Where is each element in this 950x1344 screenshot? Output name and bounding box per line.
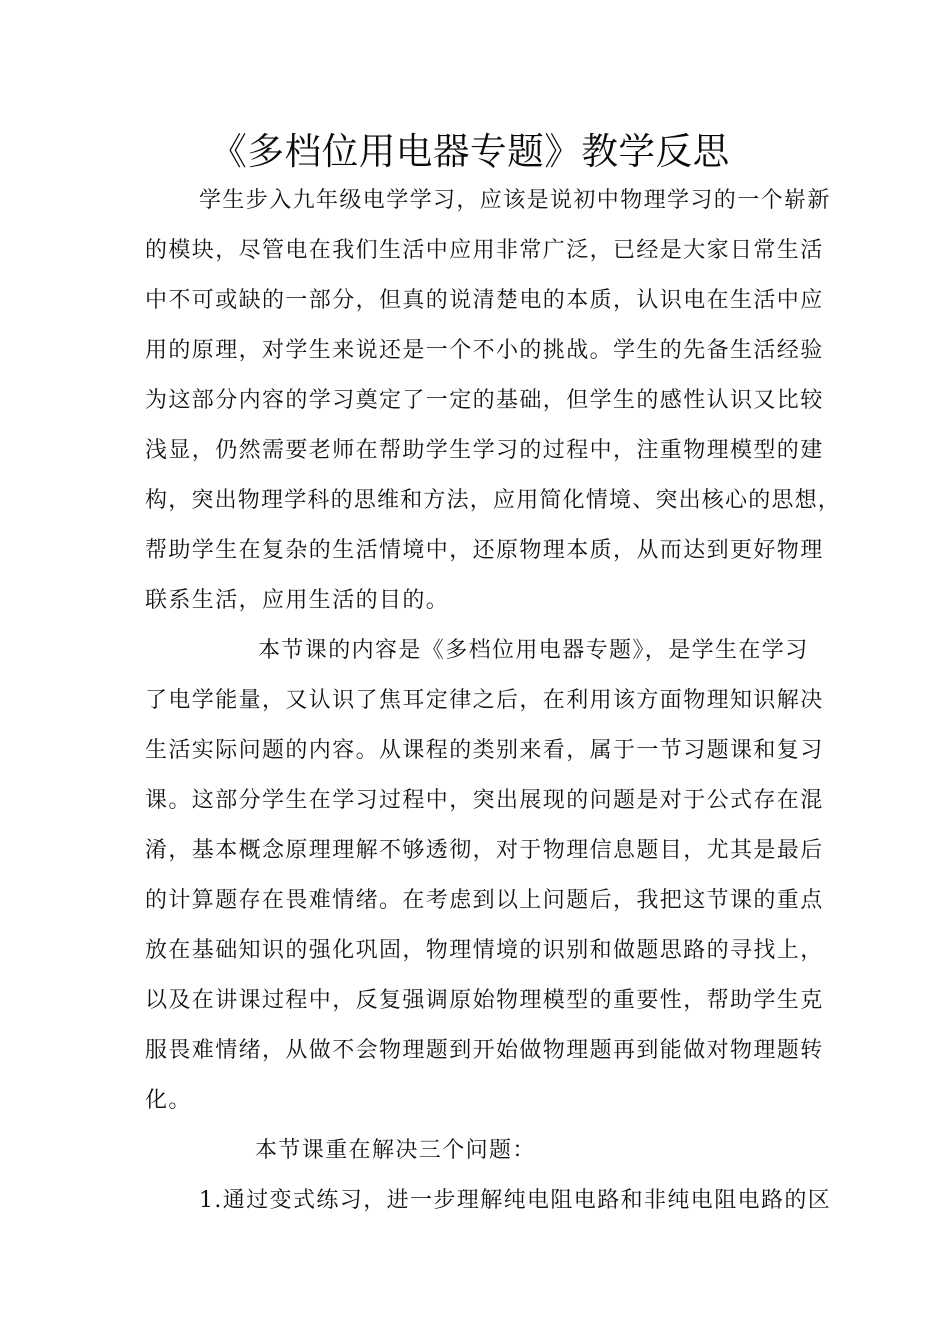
paragraph-line: 浅显，仍然需要老师在帮助学生学习的过程中，注重物理模型的建	[145, 438, 824, 463]
paragraph-line: 本节课重在解决三个问题：	[255, 1138, 536, 1163]
paragraph-line: 中不可或缺的一部分，但真的说清楚电的本质，认识电在生活中应	[145, 288, 824, 313]
paragraph-line: 化。	[145, 1088, 192, 1113]
paragraph-line: 的计算题存在畏难情绪。在考虑到以上问题后，我把这节课的重点	[145, 888, 824, 913]
paragraph-line: 服畏难情绪，从做不会物理题到开始做物理题再到能做对物理题转	[145, 1038, 824, 1063]
document-title: 《多档位用电器专题》教学反思	[210, 130, 730, 173]
paragraph-line: 生活实际问题的内容。从课程的类别来看，属于一节习题课和复习	[145, 738, 824, 763]
paragraph-line: 为这部分内容的学习奠定了一定的基础，但学生的感性认识又比较	[145, 388, 824, 413]
paragraph-line: 以及在讲课过程中，反复强调原始物理模型的重要性，帮助学生克	[145, 988, 824, 1013]
paragraph-line: 构，突出物理学科的思维和方法，应用简化情境、突出核心的思想，	[145, 488, 842, 513]
paragraph-line: 课。这部分学生在学习过程中，突出展现的问题是对于公式存在混	[145, 788, 824, 813]
paragraph-line: 本节课的内容是《多档位用电器专题》，是学生在学习	[258, 638, 809, 663]
paragraph-line: 的模块，尽管电在我们生活中应用非常广泛，已经是大家日常生活	[145, 238, 824, 263]
paragraph-line: 联系生活，应用生活的目的。	[145, 588, 450, 613]
paragraph-line: 了电学能量，又认识了焦耳定律之后，在利用该方面物理知识解决	[145, 688, 824, 713]
paragraph-line: 淆，基本概念原理理解不够透彻，对于物理信息题目，尤其是最后	[145, 838, 824, 863]
paragraph-line: 学生步入九年级电学学习，应该是说初中物理学习的一个崭新	[199, 188, 831, 213]
paragraph-line: 放在基础知识的强化巩固，物理情境的识别和做题思路的寻找上，	[145, 938, 824, 963]
paragraph-line: 帮助学生在复杂的生活情境中，还原物理本质，从而达到更好物理	[145, 538, 824, 563]
list-item: 1.通过变式练习，进一步理解纯电阻电路和非纯电阻电路的区	[199, 1188, 832, 1213]
paragraph-line: 用的原理，对学生来说还是一个不小的挑战。学生的先备生活经验	[145, 338, 824, 363]
